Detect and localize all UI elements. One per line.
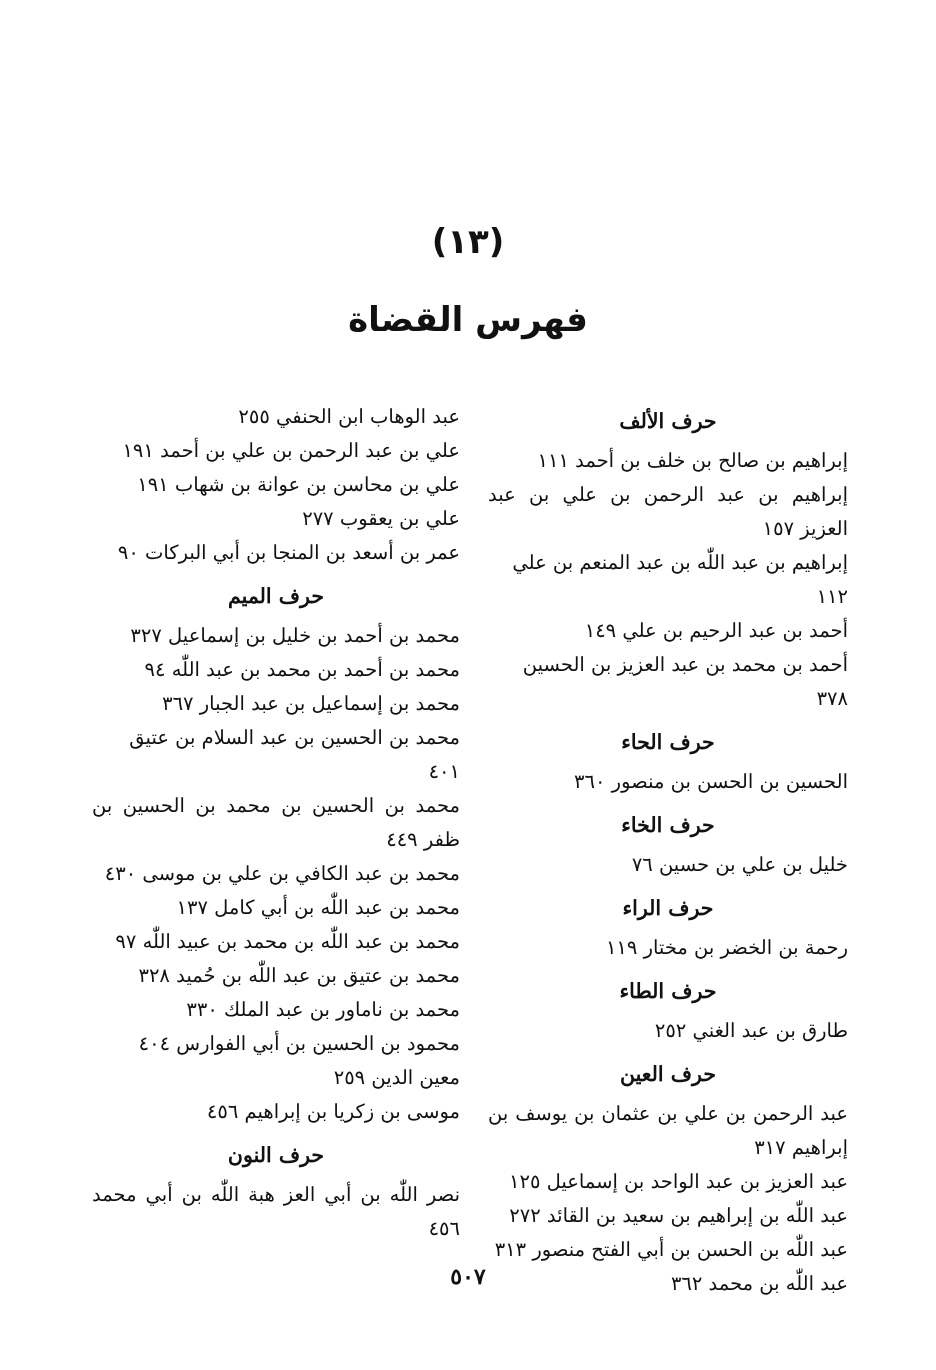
index-entry: طارق بن عبد الغني ٢٥٢: [654, 1019, 848, 1042]
index-entry: إبراهيم بن عبد الرحمن بن علي بن عبد العزيز ١٥٧: [488, 483, 848, 540]
index-entry: عبد الرحمن بن علي بن عثمان بن يوسف بن إبراهيم ٣١٧: [488, 1102, 848, 1159]
index-entry: محمد بن أحمد بن محمد بن عبد اللّٰه ٩٤: [144, 658, 460, 681]
index-entry: محمد بن ناماور بن عبد الملك ٣٣٠: [186, 998, 460, 1021]
left-column: [92, 400, 460, 1246]
index-entry: موسى بن زكريا بن إبراهيم ٤٥٦: [206, 1100, 460, 1123]
page-title: فهرس القضاة: [348, 300, 588, 340]
index-entry: محمد بن عتيق بن عبد اللّٰه بن حُميد ٣٢٨: [138, 964, 460, 987]
section-heading: حرف الراء: [622, 896, 714, 920]
index-entry: معين الدين ٢٥٩: [333, 1066, 460, 1089]
index-entry: إبراهيم بن عبد اللّٰه بن عبد المنعم بن علي ١١٢: [512, 551, 848, 608]
section-heading: حرف العين: [620, 1062, 716, 1086]
index-entry: نصر اللّٰه بن أبي العز هبة اللّٰه بن أبي محمد ٤٥٦: [92, 1183, 460, 1240]
index-entry: عبد اللّٰه بن إبراهيم بن سعيد بن القائد ٢٧٢: [509, 1204, 848, 1227]
index-entry: عبد اللّٰه بن محمد ٣٦٢: [670, 1272, 848, 1295]
section-heading: حرف الطاء: [619, 979, 717, 1003]
index-entry: علي بن محاسن بن عوانة بن شهاب ١٩١: [137, 473, 460, 496]
section-heading: حرف النون: [227, 1143, 325, 1167]
index-entry: عبد اللّٰه بن الحسن بن أبي الفتح منصور ٣١٣: [494, 1238, 848, 1261]
index-entry: الحسين بن الحسن بن منصور ٣٦٠: [574, 770, 848, 793]
index-entry: محمد بن الحسين بن عبد السلام بن عتيق ٤٠١: [129, 726, 460, 783]
index-entry: علي بن يعقوب ٢٧٧: [302, 507, 460, 530]
index-entry: أحمد بن عبد الرحيم بن علي ١٤٩: [584, 619, 848, 642]
index-entry: محمد بن عبد اللّٰه بن محمد بن عبيد اللّٰه ٩٧: [115, 930, 460, 953]
index-entry: محمد بن الحسين بن محمد بن الحسين بن ظفر ٤٤٩: [92, 794, 460, 851]
index-entry: عبد العزيز بن عبد الواحد بن إسماعيل ١٢٥: [509, 1170, 848, 1193]
index-entry: أحمد بن محمد بن عبد العزيز بن الحسين ٣٧٨: [522, 653, 848, 710]
chapter-number: (١٣): [431, 222, 505, 262]
section-heading: حرف الميم: [228, 584, 324, 608]
section-heading: حرف الألف: [619, 409, 717, 433]
index-entry: محمد بن أحمد بن خليل بن إسماعيل ٣٢٧: [130, 624, 460, 647]
section-heading: حرف الحاء: [621, 730, 715, 754]
index-entry: محمد بن إسماعيل بن عبد الجبار ٣٦٧: [162, 692, 460, 715]
index-entry: رحمة بن الخضر بن مختار ١١٩: [605, 936, 848, 959]
index-entry: خليل بن علي بن حسين ٧٦: [631, 853, 848, 876]
index-entry: عبد الوهاب ابن الحنفي ٢٥٥: [238, 405, 460, 428]
section-heading: حرف الخاء: [621, 813, 715, 837]
index-entry: إبراهيم بن صالح بن خلف بن أحمد ١١١: [537, 449, 848, 472]
right-column: [488, 400, 848, 1301]
index-entry: علي بن عبد الرحمن بن علي بن أحمد ١٩١: [122, 439, 460, 462]
index-entry: محمد بن عبد اللّٰه بن أبي كامل ١٣٧: [176, 896, 460, 919]
index-entry: محمود بن الحسين بن أبي الفوارس ٤٠٤: [138, 1032, 460, 1055]
page-number: ٥٠٧: [450, 1264, 486, 1290]
index-entry: عمر بن أسعد بن المنجا بن أبي البركات ٩٠: [117, 541, 460, 564]
index-entry: محمد بن عبد الكافي بن علي بن موسى ٤٣٠: [104, 862, 460, 885]
